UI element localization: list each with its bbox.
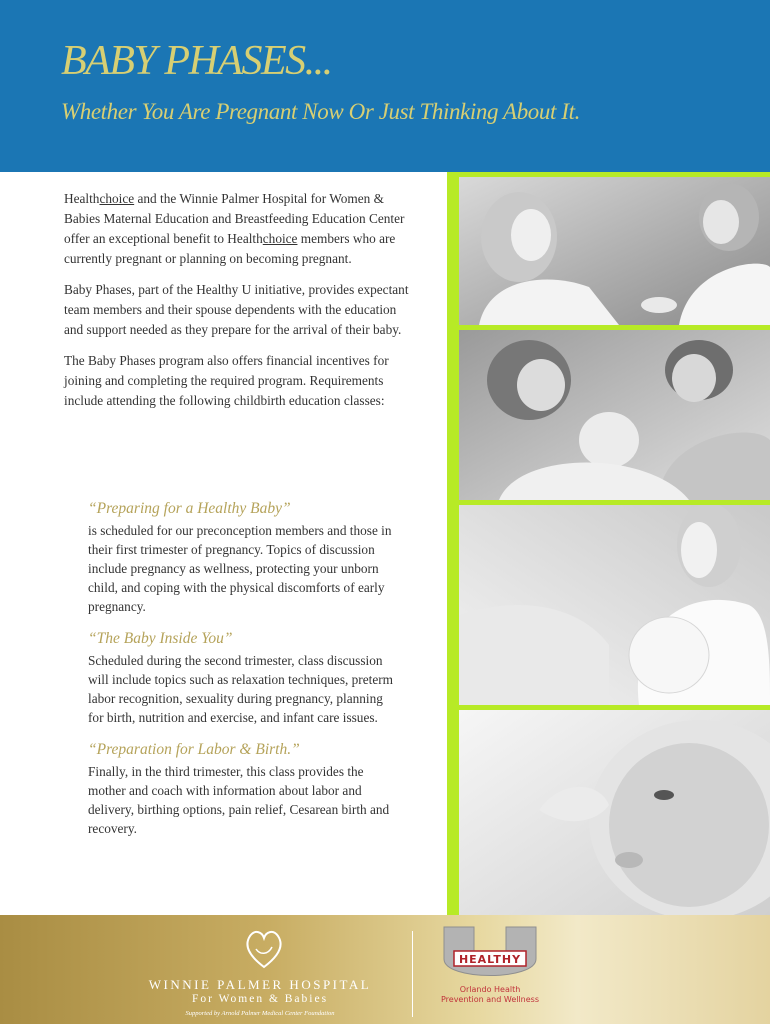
class-item — [88, 739, 398, 838]
photo-pregnant-woman — [459, 505, 770, 705]
class-description: Scheduled during the second trimester, class discussion will include topics such as relaxation techniques, preterm labor recognition, sexuality during pregnancy, planning for birth, nutrition and exercise, and infant care issues. — [88, 653, 393, 725]
class-description: is scheduled for our preconception members and those in their first trimester of pregnancy. Topics of discussion include pregnancy as wellness, protecting your unborn child, and coping with the physical discomforts of early pregnancy. — [88, 523, 392, 614]
intro-p1-part-c: members who are currently pregnant or planning on becoming pregnant. — [64, 231, 396, 266]
class-description: Finally, in the third trimester, this class provides the mother and coach with information about labor and delivery, birthing options, pain relief, Cesarean birth and recovery. — [88, 764, 390, 836]
healthchoice-brand-2: choice — [262, 231, 298, 246]
healthy-u-tagline-2: Prevention and Wellness — [440, 995, 540, 1004]
class-item — [88, 628, 398, 727]
intro-p1-part-b: and the Winnie Palmer Hospital for Women & Babies Maternal Education and Breastfeeding Education Center offer an exceptional benefit to Health — [64, 191, 405, 246]
healthy-u-wordmark: HEALTHY — [458, 953, 522, 966]
header-banner — [0, 0, 770, 172]
hospital-name: WINNIE PALMER HOSPITAL — [148, 977, 372, 992]
intro-p1-part-a: Health — [64, 191, 100, 206]
page-title: BABY PHASES... — [61, 38, 332, 84]
intro-text — [64, 189, 409, 422]
healthchoice-brand: choice — [99, 191, 135, 206]
hospital-support-line: Supported by Arnold Palmer Medical Center Foundation — [185, 1010, 335, 1017]
intro-paragraph-3: The Baby Phases program also offers financial incentives for joining and completing the required program. Requirements include attending the following childbirth education classes: — [64, 353, 389, 408]
page-subtitle: Whether You Are Pregnant Now Or Just Thinking About It. — [61, 99, 580, 124]
photo-mother-nurse — [459, 330, 770, 500]
heart-outline-icon — [242, 925, 286, 971]
class-item — [88, 498, 398, 616]
footer-divider — [412, 931, 413, 1017]
photo-couple — [459, 177, 770, 325]
photo-newborn — [459, 710, 770, 915]
footer-band — [0, 915, 770, 1024]
photo-column — [447, 172, 770, 915]
healthy-u-tagline-1: Orlando Health — [459, 985, 521, 994]
hospital-subtitle: For Women & Babies — [191, 993, 329, 1005]
intro-paragraph-2: Baby Phases, part of the Healthy U initiative, provides expectant team members and their spouse dependents with the education and support needed as they prepare for the arrival of their baby. — [64, 282, 409, 337]
intro-paragraph-1 — [64, 189, 409, 269]
class-title: “Preparing for a Healthy Baby” — [88, 500, 291, 517]
class-title: “The Baby Inside You” — [88, 630, 233, 647]
class-title: “Preparation for Labor & Birth.” — [88, 741, 300, 758]
class-list — [88, 498, 398, 850]
